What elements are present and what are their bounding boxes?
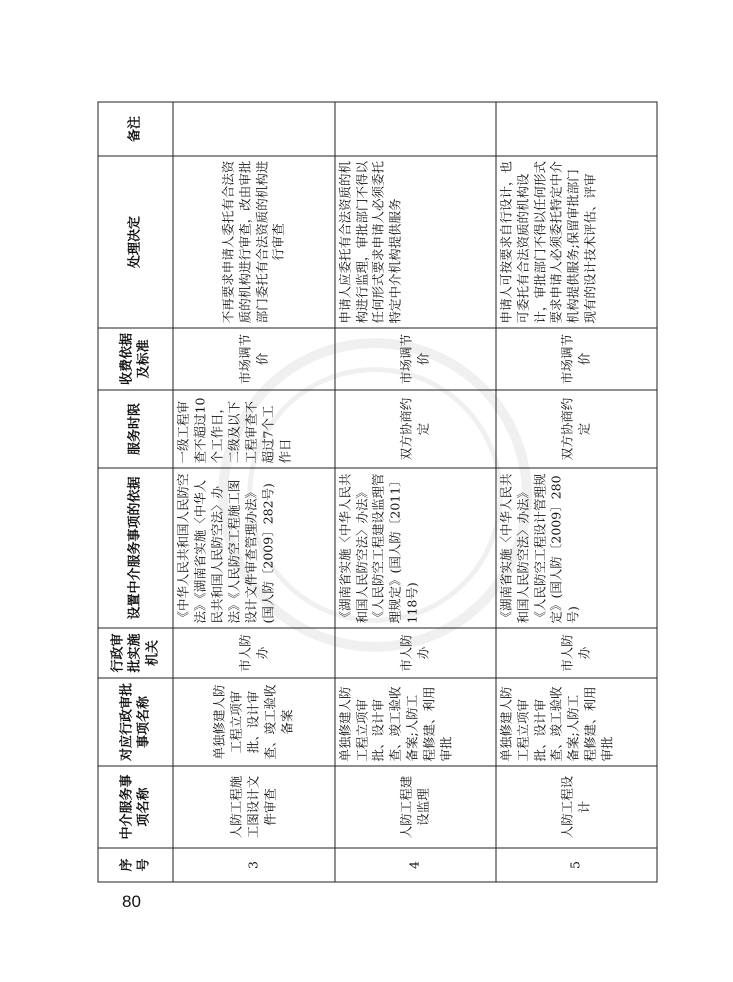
header-authority: 行政审批实施机关 — [98, 628, 173, 678]
header-no: 序号 — [98, 848, 173, 882]
cell-fee: 市场调节价 — [496, 328, 657, 390]
cell-time: 双方协商约定 — [335, 390, 496, 468]
cell-authority: 市人防办 — [173, 628, 334, 678]
cell-time: 一级工程审查不超过10个工作日，二级及以下工程审查不超过7个工作日 — [173, 390, 334, 468]
cell-decision: 不再要求申请人委托有合法资质的机构进行审查，改由审批部门委托有合法资质的机构进行审查 — [173, 156, 334, 328]
cell-decision: 申请人应委托有合法资质的机构进行监理，审批部门不得以任何形式要求申请人必须委托特定中介机构提供服务 — [335, 156, 496, 328]
cell-fee: 市场调节价 — [173, 328, 334, 390]
cell-fee: 市场调节价 — [335, 328, 496, 390]
header-row — [98, 102, 173, 882]
cell-decision: 申请人可按要求自行设计，也可委托有合法资质的机构设计，审批部门不得以任何形式要求申请人必须委托特定中介机构提供服务;保留审批部门现有的设计技术评估、评审 — [496, 156, 657, 328]
cell-approval: 单独修建人防工程立项审批、设计审查、竣工验收备案 — [173, 678, 334, 766]
cell-authority: 市人防办 — [335, 628, 496, 678]
cell-service: 人防工程建设监理 — [335, 766, 496, 848]
cell-time: 双方协商约定 — [496, 390, 657, 468]
table-row — [173, 102, 334, 882]
cell-note — [496, 102, 657, 156]
service-items-table — [98, 102, 658, 883]
cell-basis: 《湖南省实施〈中华人民共和国人民防空法〉办法》《人民防空工程建设监理管理规定》(国人防〔2011〕118号) — [335, 468, 496, 628]
cell-note — [335, 102, 496, 156]
header-service: 中介服务事项名称 — [98, 766, 173, 848]
header-basis: 设置中介服务事项的依据 — [98, 468, 173, 628]
header-fee: 收费依据及标准 — [98, 328, 173, 390]
table-row — [496, 102, 657, 882]
header-note: 备注 — [98, 102, 173, 156]
cell-basis: 《中华人民共和国人民防空法》《湖南省实施〈中华人民共和国人民防空法〉办法》《人民防空工程施工图设计文件审查管理办法》(国人防〔2009〕282号) — [173, 468, 334, 628]
cell-service: 人防工程施工图设计文件审查 — [173, 766, 334, 848]
cell-no: 4 — [335, 848, 496, 882]
page-number: 80 — [122, 892, 141, 911]
table-row — [335, 102, 496, 882]
header-approval: 对应行政审批事项名称 — [98, 678, 173, 766]
rotated-table-container — [97, 102, 657, 882]
header-time: 服务时限 — [98, 390, 173, 468]
cell-service: 人防工程设计 — [496, 766, 657, 848]
cell-no: 3 — [173, 848, 334, 882]
cell-approval: 单独修建人防工程立项审批、设计审查、竣工验收备案;人防工程修建、利用审批 — [335, 678, 496, 766]
cell-no: 5 — [496, 848, 657, 882]
cell-note — [173, 102, 334, 156]
cell-authority: 市人防办 — [496, 628, 657, 678]
cell-basis: 《湖南省实施〈中华人民共和国人民防空法〉办法》《人民防空工程设计管理规定》(国人防〔2009〕280号) — [496, 468, 657, 628]
header-decision: 处理决定 — [98, 156, 173, 328]
cell-approval: 单独修建人防工程立项审批、设计审查、竣工验收备案;人防工程修建、利用审批 — [496, 678, 657, 766]
